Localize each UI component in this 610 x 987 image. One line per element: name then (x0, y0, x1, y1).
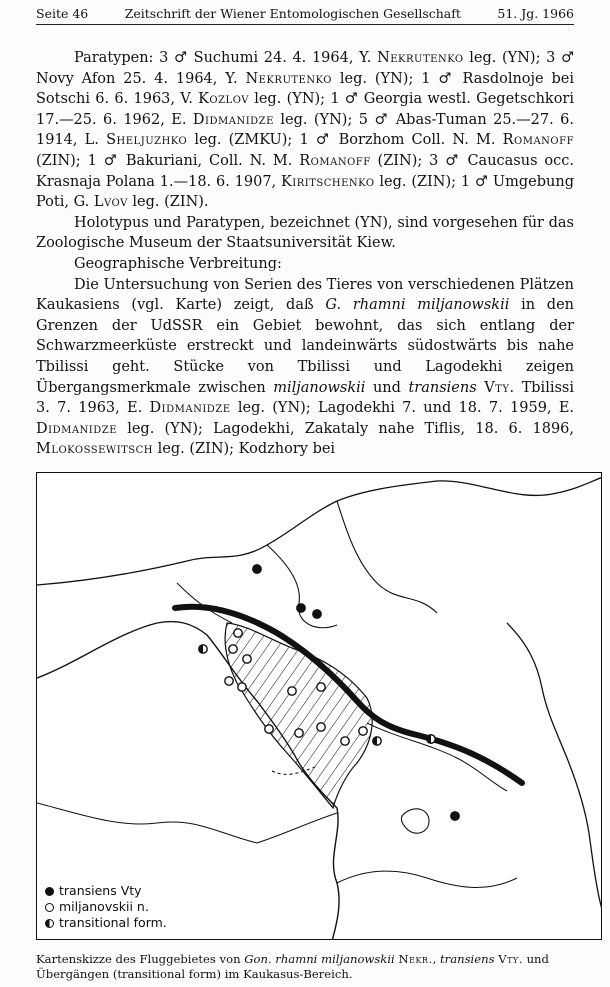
miljanovskii-locality-marker (243, 655, 251, 663)
distribution-paragraph (36, 275, 574, 460)
legend-transitional (45, 915, 167, 931)
text-run: leg. (YN); 3 ♂ Novy Afon 25. 4. 1964, Y. (36, 50, 574, 87)
miljanovskii-locality-marker (288, 687, 296, 695)
text-run: leg. (ZIN). (127, 194, 209, 211)
taxon-name: Gon. rhamni miljanowskii (244, 952, 395, 966)
author-name: Didmanidze (36, 420, 118, 437)
legend-transitional-label: transitional form. (59, 915, 167, 930)
text-run: Kartenskizze des Fluggebietes von (36, 952, 245, 966)
holotype-paragraph (36, 213, 574, 254)
text-run: leg. (YN); Lagodekhi, Zakataly nahe Tiflis, 18. 6. 1896, (117, 420, 574, 437)
half-circle-icon (45, 919, 54, 928)
open-circle-icon (45, 903, 54, 912)
text-run: Paratypen: 3 ♂ Suchumi 24. 4. 1964, Y. (74, 50, 378, 66)
map-drawing (37, 473, 602, 940)
author-name: Mlokossewitsch (36, 441, 154, 458)
miljanovskii-locality-marker (225, 677, 233, 685)
text-run: leg. (YN); 5 ♂ Abas-Tuman 25.—27. 6. 1914, L. (36, 111, 574, 149)
author-name: Vty (484, 379, 510, 396)
miljanovskii-locality-marker (234, 629, 242, 637)
text-run: und (365, 379, 409, 396)
text-run: Geographische Verbreitung: (74, 255, 282, 272)
author-name: Kozlov (198, 91, 249, 108)
river-1 (267, 545, 337, 628)
distribution-map (36, 472, 602, 940)
figure-caption (36, 952, 574, 982)
paratypes-paragraph (36, 48, 574, 213)
author-name: Lvov (93, 194, 128, 211)
legend-miljanovskii (45, 899, 167, 915)
author-name: Nekrutenko (377, 50, 464, 66)
author-name: Didmanidze (192, 111, 274, 128)
river-2 (337, 501, 437, 613)
volume-year: 51. Jg. 1966 (497, 6, 574, 21)
text-run: leg. (ZIN); 1 ♂ Umgebung Poti, G. (36, 173, 574, 211)
journal-title: Zeitschrift der Wiener Entomologischen Gesellschaft (124, 6, 461, 21)
text-run: Holotypus und Paratypen, bezeichnet (YN), sind vorgesehen für das Zoologische Museum der Staatsuniversität Kiew. (36, 214, 574, 252)
author-name: Romanoff (299, 152, 371, 169)
text-run: , (432, 952, 440, 966)
text-run: leg. (YN); Lagodekhi 7. und 18. 7. 1959, E. (230, 400, 575, 417)
taxon-name: transiens (408, 379, 477, 396)
text-run: und Übergängen (transitional form) im Kaukasus-Bereich. (36, 952, 549, 981)
running-header (36, 4, 574, 25)
author-name: Kiritschenko (280, 173, 375, 190)
author-name: Didmanidze (149, 400, 231, 417)
taxon-name: miljanowskii (273, 379, 366, 396)
miljanovskii-locality-marker (238, 683, 246, 691)
river-7 (337, 871, 517, 887)
north-coast (37, 477, 602, 585)
miljanovskii-locality-marker (265, 725, 273, 733)
river-5 (257, 813, 337, 843)
section-heading (36, 254, 574, 275)
text-run: (ZIN); 1 ♂ Bakuriani, Coll. N. M. (36, 152, 300, 169)
filled-circle-icon (45, 887, 54, 896)
author-name: Nekr. (398, 952, 433, 966)
body-text (36, 48, 574, 460)
text-run: . Tbilissi 3. 7. 1963, E. (36, 379, 574, 417)
transiens-locality-marker (297, 604, 305, 612)
author-name: Nekrutenko (245, 70, 333, 87)
transiens-locality-marker (253, 565, 261, 573)
river-6 (37, 803, 257, 843)
miljanovskii-locality-marker (295, 729, 303, 737)
transiens-locality-marker (313, 610, 321, 618)
miljanovskii-locality-marker (317, 683, 325, 691)
miljanovskii-locality-marker (317, 723, 325, 731)
text-run: leg. (ZIN); Kodzhory bei (153, 441, 336, 458)
legend-miljanovskii-label: miljanovskii n. (59, 899, 149, 914)
text-run: (ZIN); 3 ♂ Caucasus occ. Krasnaja Polana 1.—18. 6. 1907, (36, 152, 574, 190)
miljanovskii-locality-marker (341, 737, 349, 745)
page-number: Seite 46 (36, 6, 89, 21)
miljanovskii-locality-marker (359, 727, 367, 735)
miljanovskii-locality-marker (229, 645, 237, 653)
lake-sevan (401, 809, 429, 833)
caspian-coast (507, 623, 602, 913)
map-legend (45, 883, 167, 931)
transiens-locality-marker (451, 812, 459, 820)
river-4 (367, 723, 507, 791)
text-run: leg. (YN); 1 ♂ Georgia westl. Gegetschkori 17.—25. 6. 1962, E. (36, 91, 574, 128)
legend-transiens-label: transiens Vty (59, 883, 142, 898)
river-3 (177, 583, 232, 623)
author-name: Sheljuzhko (106, 132, 188, 149)
taxon-name: transiens (440, 952, 495, 966)
text-run: leg. (ZMKU); 1 ♂ Borzhom Coll. N. M. (187, 132, 503, 149)
text-run: in den Grenzen der UdSSR ein Gebiet bewohnt, das sich entlang der Schwarzmeerküste erstreckt und landeinwärts südostwärts bis nahe Tbilissi geht. Stücke von Tbilissi und Lagodekhi zeigen Übergangsmerkmale zwischen (36, 297, 574, 396)
taxon-name: G. rhamni miljanowskii (325, 297, 510, 314)
legend-transiens (45, 883, 167, 899)
author-name: Romanoff (502, 132, 575, 149)
text-run: Die Untersuchung von Serien des Tieres von verschiedenen Plätzen Kaukasiens (vgl. Karte) zeigt, daß (36, 276, 574, 314)
text-run: leg. (YN); 1 ♂ Rasdolnoje bei Sotschi 6. 6. 1963, V. (36, 70, 574, 108)
author-name: Vty. (498, 952, 523, 966)
